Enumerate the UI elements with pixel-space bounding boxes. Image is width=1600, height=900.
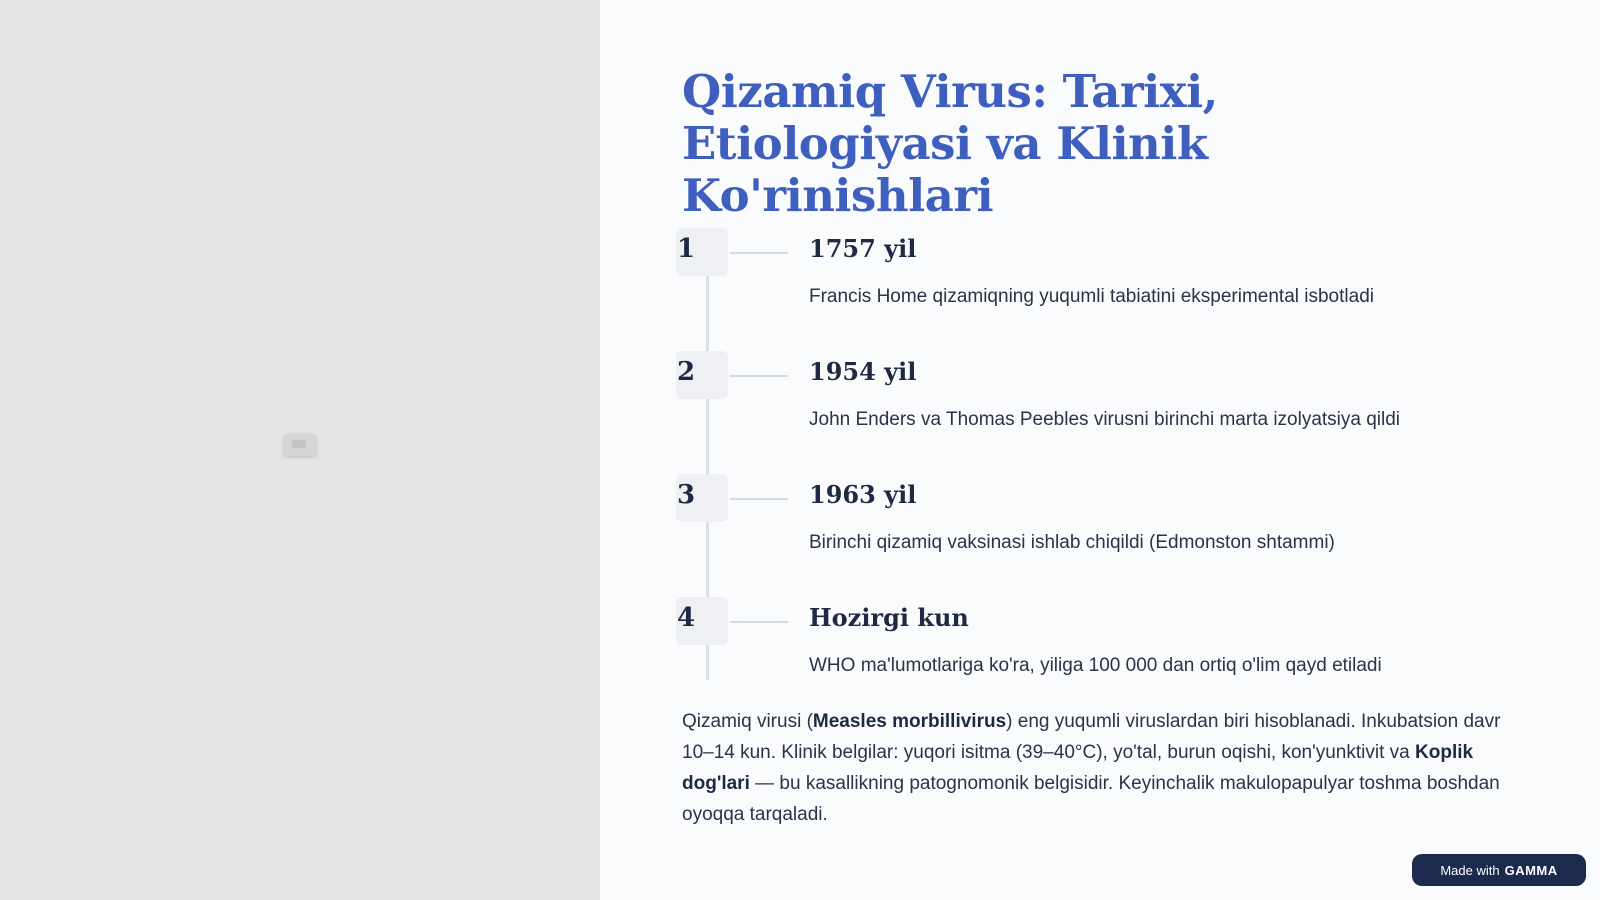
step-text: WHO ma'lumotlariga ko'ra, yiliga 100 000 dan ortiq o'lim qayd etiladi [809,655,1382,676]
step-heading: Hozirgi kun [809,603,969,632]
gamma-logo: GAMMA [1504,862,1558,878]
paragraph-bold-term: Measles morbillivirus [812,711,1007,732]
step-text: Francis Home qizamiqning yuqumli tabiatini eksperimental isbotladi [809,286,1374,307]
step-number: 4 [676,603,696,633]
step-connector [730,252,788,254]
step-connector [730,621,788,623]
paragraph-text: ) eng yuqumli viruslardan biri hisoblanadi. Inkubatsion davr 10–14 kun. Klinik belgilar: yuqori isitma (39–40°C), yo'tal, burun oqishi, kon'yunktivit va [682,711,1501,763]
page-title: Qizamiq Virus: Tarixi, Etiologiyasi va Klinik Ko'rinishlari [682,65,1218,222]
made-with-gamma-button[interactable] [1412,854,1586,886]
timeline-item-1 [0,228,1600,338]
step-number: 3 [676,480,696,510]
step-connector [730,498,788,500]
step-heading: 1963 yil [809,480,917,509]
paragraph-bold-term: Koplik dog'lari [682,742,1474,794]
step-number: 2 [676,357,696,387]
step-connector [730,375,788,377]
step-heading: 1954 yil [809,357,917,386]
paragraph-text: Qizamiq virusi ( [682,711,813,732]
step-text: Birinchi qizamiq vaksinasi ishlab chiqildi (Edmonston shtammi) [809,532,1335,553]
step-text: John Enders va Thomas Peebles virusni birinchi marta izolyatsiya qildi [809,409,1401,430]
timeline-item-2 [0,351,1600,461]
step-number: 1 [676,234,696,264]
step-heading: 1757 yil [809,234,917,263]
description-paragraph [682,706,1522,830]
timeline-item-4 [0,597,1600,707]
timeline-item-3 [0,474,1600,584]
badge-prefix: Made with [1440,862,1500,878]
paragraph-text: — bu kasallikning patognomonik belgisidir. Keyinchalik makulopapulyar toshma boshdan oyoqqa tarqaladi. [682,773,1500,825]
